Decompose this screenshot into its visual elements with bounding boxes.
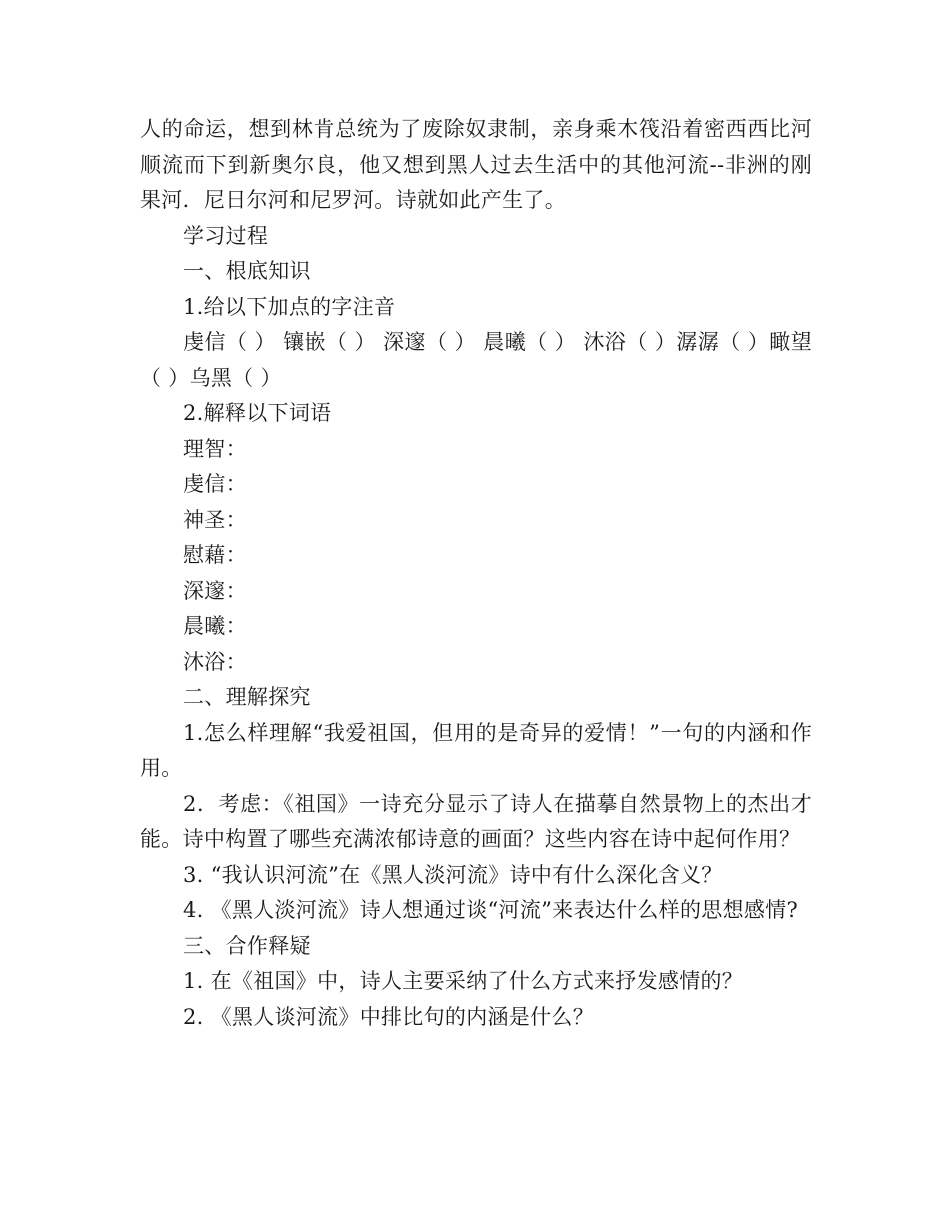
question-understanding-4: 4. 《黑人淡河流》诗人想通过谈“河流”来表达什么样的思想感情? (183, 898, 799, 922)
question-understanding-1: 1.怎么样理解“我爱祖国，但用的是奇异的爱情！”一句的内涵和作用。 (140, 720, 812, 780)
section-heading-cooperation: 三、合作释疑 (183, 933, 311, 958)
term-shensheng: 神圣： (183, 507, 247, 532)
term-weijie: 慰藉： (183, 543, 247, 567)
intro-paragraph: 人的命运，想到林肯总统为了废除奴隶制，亲身乘木筏沿着密西西比河顺流而下到新奥尔良，他又想到黑人过去生活中的其他河流--非洲的刚果河．尼日尔河和尼罗河。诗就如此产生了。 (140, 117, 812, 212)
document-body (140, 112, 812, 1035)
section-heading-learning-process: 学习过程 (183, 223, 269, 248)
question-understanding-2: 2．考虑：《祖国》一诗充分显示了诗人在描摹自然景物上的杰出才能。诗中构置了哪些充满浓郁诗意的画面？这些内容在诗中起何作用？ (140, 791, 812, 851)
question-understanding-3: 3. “我认识河流”在《黑人淡河流》诗中有什么深化含义？ (183, 862, 723, 887)
section-heading-understanding: 二、理解探究 (183, 685, 311, 709)
term-shensui: 深邃： (183, 578, 247, 603)
question-explain-words: 2.解释以下词语 (183, 401, 332, 425)
term-lizhi: 理智： (183, 436, 247, 461)
pinyin-blanks: 虔信（ ） 镶嵌（ ） 深邃（ ） 晨曦（ ） 沐浴（ ）潺潺（ ）瞰望（ ）乌黑（ ） (140, 330, 812, 390)
term-chenxi: 晨曦： (183, 614, 247, 638)
question-pinyin: 1.给以下加点的字注音 (183, 294, 396, 319)
question-cooperation-2: 2. 《黑人谈河流》中排比句的内涵是什么？ (183, 1004, 595, 1029)
term-muyu: 沐浴： (183, 649, 247, 674)
question-cooperation-1: 1. 在《祖国》中，诗人主要采纳了什么方式来抒发感情的？ (183, 969, 744, 993)
section-heading-basic-knowledge: 一、根底知识 (183, 259, 311, 283)
term-qianxin: 虔信： (183, 472, 247, 496)
